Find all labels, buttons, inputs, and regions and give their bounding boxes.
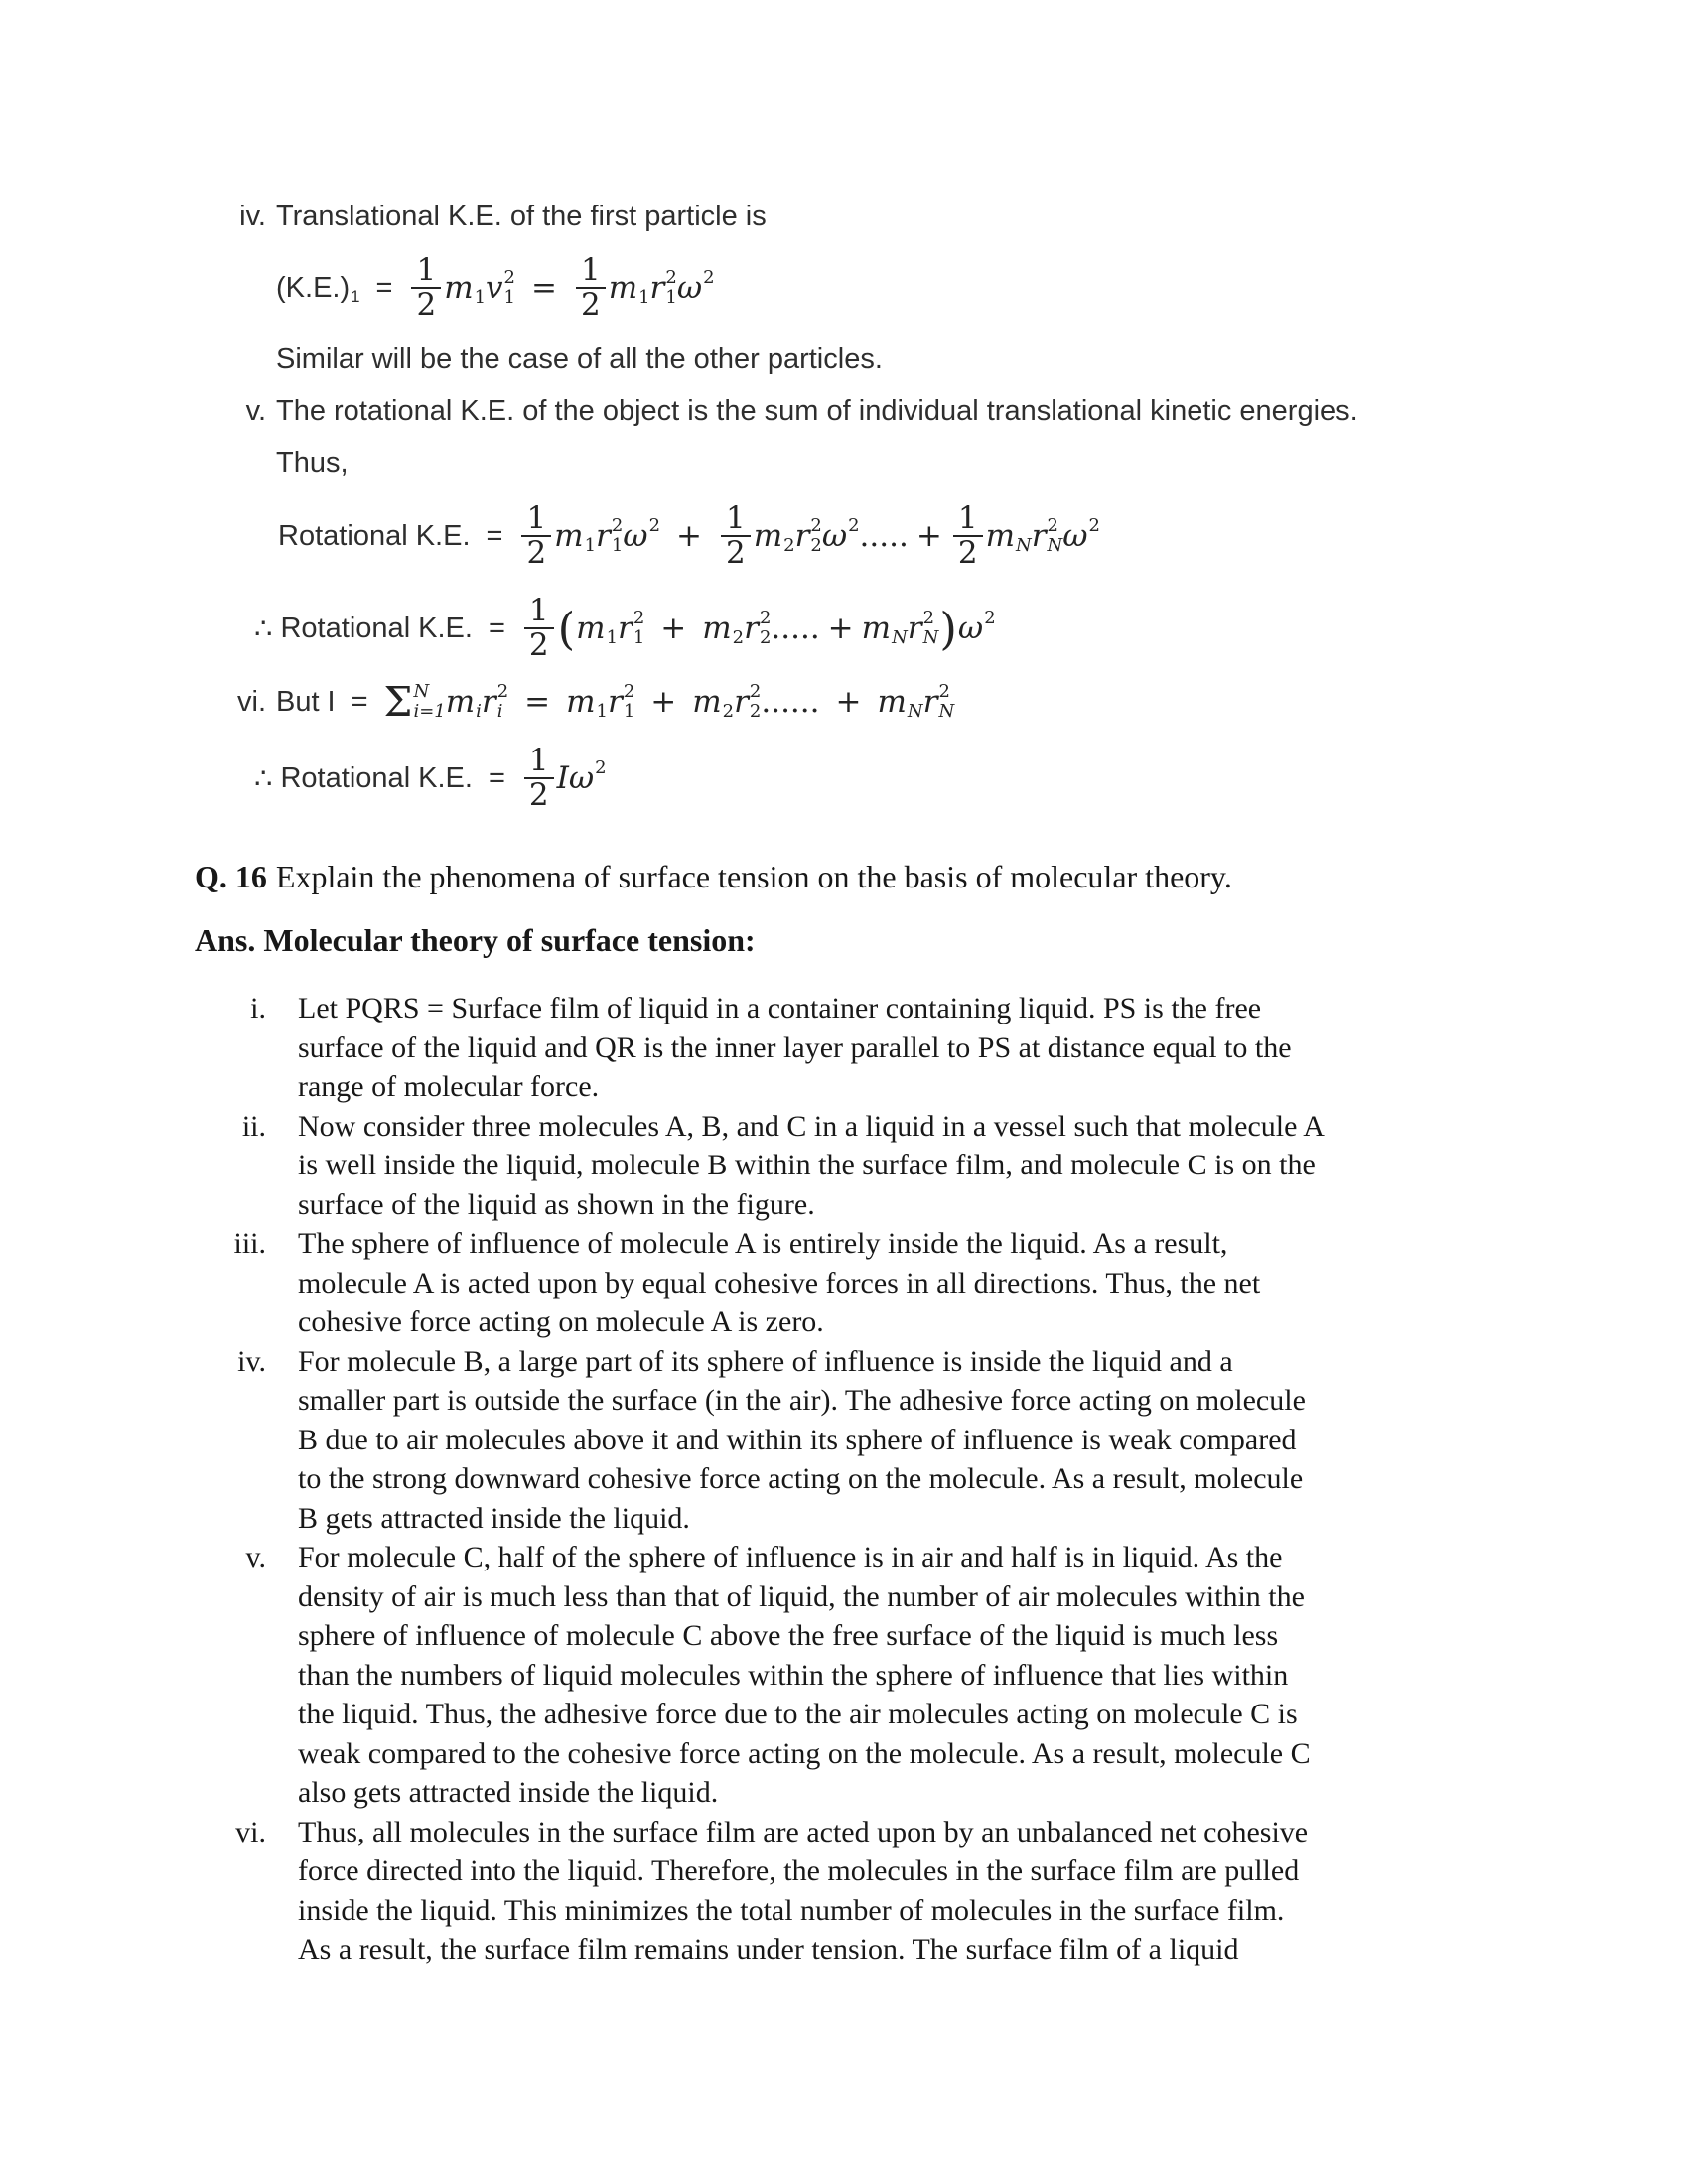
list-item-text: The sphere of influence of molecule A is entirely inside the liquid. As a result, molecule A is acted upon by equal cohesive forces in all directions. Thus, the net cohesive force acting on molecule A is zero.: [298, 1227, 1261, 1338]
equation-prefix: ( K . E . ) 1 =: [276, 271, 393, 306]
equation-math: $\frac{1}{2}$ m 1 v 2 1 = $\frac{1}{2}$ m 1 r 2 1 ω 2: [408, 254, 714, 323]
list-item-text: For molecule B, a large part of its sphere of influence is inside the liquid and a smaller part is outside the surface (in the air). The adhesive force acting on molecule B due to air molecules above it and within its sphere of influence is weak compared to the strong downward cohesive force acting on the molecule. As a result, molecule B gets attracted inside the liquid.: [298, 1344, 1306, 1535]
answer-item-iii: [0, 1224, 1688, 1342]
answer-item-i: [0, 989, 1688, 1107]
equation-rotational-ke-factored: [0, 584, 1688, 673]
item-v-label: v.: [245, 395, 266, 427]
answer-item-ii: [0, 1107, 1688, 1225]
question-text: Explain the phenomena of surface tension on the basis of molecular theory.: [275, 859, 1232, 894]
answer-list: [0, 989, 1688, 1970]
equation-prefix: ∴ R o t a t i o n a l K . E . =: [254, 761, 505, 795]
thus-note: Thus,: [276, 447, 349, 478]
item-vi-label: vi.: [237, 685, 266, 718]
list-item-iv: [0, 191, 1688, 242]
list-item-text: Thus, all molecules in the surface film are acted upon by an unbalanced net cohesive force directed into the liquid. Therefore, the molecules in the surface film are pulled inside the liquid. This minimizes the total number of molecules in the surface film. As a result, the surface film remains under tension. The surface film of a liquid: [298, 1815, 1309, 1966]
list-numeral: iii.: [233, 1227, 266, 1260]
question-16: [0, 852, 1688, 901]
item-v-text: The rotational K.E. of the object is the sum of individual translational kinetic energies.: [276, 395, 1358, 427]
question-number: Q. 16: [195, 859, 267, 894]
list-item-text: Let PQRS = Surface film of liquid in a container containing liquid. PS is the free surface of the liquid and QR is the inner layer parallel to PS at distance equal to the range of molecular force.: [298, 992, 1292, 1103]
equation-rotational-ke-sum: [0, 488, 1688, 584]
equation-prefix: R o t a t i o n a l K . E . =: [278, 519, 503, 552]
equation-prefix: B u t I =: [276, 685, 368, 718]
surface-tension-qa-section: [0, 852, 1688, 1970]
list-item-text: Now consider three molecules A, B, and C in a liquid in a vessel such that molecule A is well inside the liquid, molecule B within the surface film, and molecule C is on the surface of the liquid as shown in the figure.: [298, 1109, 1325, 1221]
list-numeral: i.: [250, 992, 266, 1024]
similar-note: Similar will be the case of all the other particles.: [276, 343, 883, 375]
item-iv-text: Translational K.E. of the first particle is: [276, 201, 767, 232]
item-iv-label: iv.: [239, 201, 266, 232]
list-item-text: For molecule C, half of the sphere of influence is in air and half is in liquid. As the density of air is much less than that of liquid, the number of air molecules within the sphere of influence of molecule C above the free surface of the liquid is much less than the numbers of liquid molecules within the sphere of influence that lies within the liquid. Thus, the adhesive force due to the air molecules acting on molecule C is weak compared to the cohesive force acting on the molecule. As a result, molecule C also gets attracted inside the liquid.: [298, 1541, 1311, 1809]
equation-math: $\frac{1}{2}$ m 1 r 2 1 ω 2 + $\frac{1}{2}$ m 2 r 2 2 ω 2 . . . . . + $\frac{1}{2}$ m N r 2 N ω 2: [518, 502, 1100, 571]
equation-math: Σ N i=1 m i r 2 i = m 1 r 2 1 + m 2 r 2 2 . . . . . . + m N r 2 N: [383, 678, 955, 726]
list-item-v: [0, 385, 1688, 437]
equation-translational-ke: [0, 242, 1688, 334]
equation-math: $\frac{1}{2}$ ( m 1 r 2 1 + m 2 r 2 2 . . . . . + m N r 2 N ) ω 2: [521, 595, 996, 663]
list-numeral: iv.: [237, 1344, 266, 1378]
answer-item-iv: [0, 1342, 1688, 1539]
equation-math: $\frac{1}{2}$ I ω 2: [521, 745, 607, 813]
answer-item-v: [0, 1538, 1688, 1813]
list-item-vi-moment-of-inertia: [0, 673, 1688, 731]
list-numeral: vi.: [235, 1815, 266, 1848]
equation-prefix: ∴ R o t a t i o n a l K . E . =: [254, 612, 505, 645]
answer-item-vi: [0, 1813, 1688, 1970]
answer-heading: Ans. Molecular theory of surface tension:: [195, 922, 756, 958]
rotational-ke-section: [0, 191, 1688, 826]
list-numeral: v.: [245, 1541, 266, 1573]
list-numeral: ii.: [241, 1109, 266, 1143]
equation-rotational-ke-final: [0, 731, 1688, 826]
